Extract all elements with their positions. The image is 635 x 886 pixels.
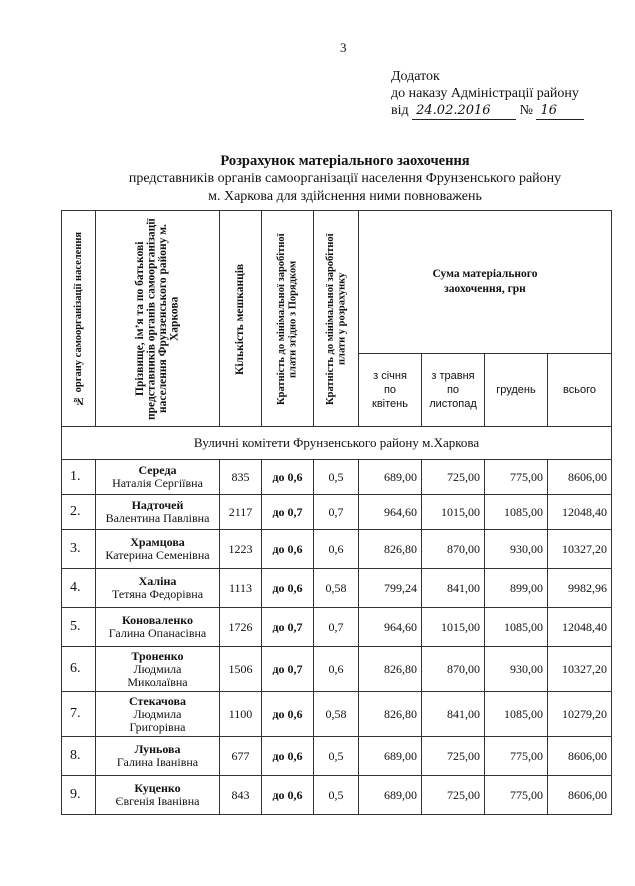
table-row <box>62 692 612 737</box>
row-number: 4. <box>62 569 96 608</box>
row-number: 3. <box>62 530 96 569</box>
row-number: 5. <box>62 608 96 647</box>
sum-jan-apr: 689,00 <box>359 737 422 776</box>
sum-december: 775,00 <box>485 460 548 495</box>
title-line-2: представників органів самоорганізації населення Фрунзенського району <box>128 171 562 186</box>
sum-may-nov: 841,00 <box>422 569 485 608</box>
residents-count: 2117 <box>220 495 262 530</box>
sum-december: 1085,00 <box>485 608 548 647</box>
header-may-nov: з травня по листопад <box>422 354 485 427</box>
row-number: 9. <box>62 776 96 815</box>
residents-count: 677 <box>220 737 262 776</box>
sum-may-nov: 841,00 <box>422 692 485 737</box>
sum-may-nov: 870,00 <box>422 647 485 692</box>
representative-name: Надточей Валентина Павлівна <box>96 495 220 530</box>
header-jan-apr: з січня по квітень <box>359 354 422 427</box>
sum-total: 9982,96 <box>548 569 612 608</box>
table-row <box>62 530 612 569</box>
sum-total: 10279,20 <box>548 692 612 737</box>
header-sum-group: Сума матеріального заохочення, грн <box>359 211 612 354</box>
multiplicity-order: до 0,6 <box>262 460 314 495</box>
multiplicity-calc: 0,6 <box>314 647 359 692</box>
sum-total: 10327,20 <box>548 530 612 569</box>
sum-may-nov: 1015,00 <box>422 495 485 530</box>
multiplicity-order: до 0,7 <box>262 608 314 647</box>
row-number: 8. <box>62 737 96 776</box>
row-number: 1. <box>62 460 96 495</box>
residents-count: 1113 <box>220 569 262 608</box>
header-representative-name: Прізвище, ім’я та по батькові представників органів самоорганізації населення Фрунзенського району м. Харкова <box>96 211 220 427</box>
residents-count: 1223 <box>220 530 262 569</box>
sum-may-nov: 725,00 <box>422 460 485 495</box>
sum-total: 10327,20 <box>548 647 612 692</box>
residents-count: 835 <box>220 460 262 495</box>
sum-december: 1085,00 <box>485 692 548 737</box>
multiplicity-order: до 0,6 <box>262 569 314 608</box>
sum-jan-apr: 964,60 <box>359 495 422 530</box>
sum-december: 775,00 <box>485 737 548 776</box>
representative-name: Троненко Людмила Миколаївна <box>96 647 220 692</box>
appendix-block <box>391 68 584 120</box>
sum-jan-apr: 964,60 <box>359 608 422 647</box>
title-line-3: м. Харкова для здійснення ними повноважень <box>208 189 482 204</box>
residents-count: 1100 <box>220 692 262 737</box>
table-row <box>62 569 612 608</box>
page-number: 3 <box>340 40 347 55</box>
handwritten-date: 24.02.2016 <box>412 102 516 120</box>
header-multiplicity-calc: Кратність до мінімальної заробітної плати у розрахунку <box>314 211 359 427</box>
residents-count: 1726 <box>220 608 262 647</box>
row-number: 7. <box>62 692 96 737</box>
multiplicity-order: до 0,6 <box>262 776 314 815</box>
representative-name: Стекачова Людмила Григорівна <box>96 692 220 737</box>
representative-name: Коноваленко Галина Опанасівна <box>96 608 220 647</box>
multiplicity-calc: 0,5 <box>314 776 359 815</box>
sum-total: 8606,00 <box>548 776 612 815</box>
sum-jan-apr: 826,80 <box>359 692 422 737</box>
sum-december: 930,00 <box>485 647 548 692</box>
representative-name: Луньова Галина Іванівна <box>96 737 220 776</box>
sum-jan-apr: 689,00 <box>359 460 422 495</box>
date-prefix: від <box>391 103 409 118</box>
sum-may-nov: 725,00 <box>422 737 485 776</box>
sum-jan-apr: 799,24 <box>359 569 422 608</box>
table-row <box>62 737 612 776</box>
multiplicity-calc: 0,5 <box>314 460 359 495</box>
appendix-title: Додаток <box>391 69 440 84</box>
multiplicity-order: до 0,6 <box>262 737 314 776</box>
sum-may-nov: 725,00 <box>422 776 485 815</box>
section-street-committees: Вуличні комітети Фрунзенського району м.Харкова <box>62 427 612 460</box>
sum-jan-apr: 826,80 <box>359 647 422 692</box>
sum-december: 930,00 <box>485 530 548 569</box>
multiplicity-calc: 0,7 <box>314 608 359 647</box>
sum-may-nov: 870,00 <box>422 530 485 569</box>
header-december: грудень <box>485 354 548 427</box>
header-total: всього <box>548 354 612 427</box>
multiplicity-calc: 0,58 <box>314 569 359 608</box>
sum-december: 775,00 <box>485 776 548 815</box>
multiplicity-order: до 0,6 <box>262 692 314 737</box>
reward-table <box>61 210 612 815</box>
header-residents-count: Кількість мешканців <box>220 211 262 427</box>
residents-count: 1506 <box>220 647 262 692</box>
multiplicity-order: до 0,7 <box>262 647 314 692</box>
sum-total: 8606,00 <box>548 460 612 495</box>
table-row <box>62 460 612 495</box>
table-row <box>62 495 612 530</box>
sum-jan-apr: 826,80 <box>359 530 422 569</box>
sum-december: 1085,00 <box>485 495 548 530</box>
sum-total: 8606,00 <box>548 737 612 776</box>
representative-name: Середа Наталія Сергіївна <box>96 460 220 495</box>
sum-jan-apr: 689,00 <box>359 776 422 815</box>
appendix-date-line <box>391 102 584 120</box>
number-prefix: № <box>519 103 533 118</box>
header-org-number: № органу самоорганізації населення <box>62 211 96 427</box>
document-title <box>90 152 600 206</box>
title-line-1: Розрахунок матеріального заохочення <box>220 153 470 169</box>
representative-name: Храмцова Катерина Семенівна <box>96 530 220 569</box>
table-row <box>62 776 612 815</box>
representative-name: Куценко Євгенія Іванівна <box>96 776 220 815</box>
multiplicity-order: до 0,7 <box>262 495 314 530</box>
representative-name: Халіна Тетяна Федорівна <box>96 569 220 608</box>
sum-total: 12048,40 <box>548 495 612 530</box>
residents-count: 843 <box>220 776 262 815</box>
multiplicity-calc: 0,58 <box>314 692 359 737</box>
multiplicity-order: до 0,6 <box>262 530 314 569</box>
sum-may-nov: 1015,00 <box>422 608 485 647</box>
handwritten-number: 16 <box>536 102 584 120</box>
multiplicity-calc: 0,5 <box>314 737 359 776</box>
multiplicity-calc: 0,7 <box>314 495 359 530</box>
appendix-order-ref: до наказу Адміністрації району <box>391 86 579 101</box>
multiplicity-calc: 0,6 <box>314 530 359 569</box>
sum-total: 12048,40 <box>548 608 612 647</box>
table-row <box>62 647 612 692</box>
row-number: 6. <box>62 647 96 692</box>
header-multiplicity-order: Кратність до мінімальної заробітної плати згідно з Порядком <box>262 211 314 427</box>
table-row <box>62 608 612 647</box>
row-number: 2. <box>62 495 96 530</box>
sum-december: 899,00 <box>485 569 548 608</box>
